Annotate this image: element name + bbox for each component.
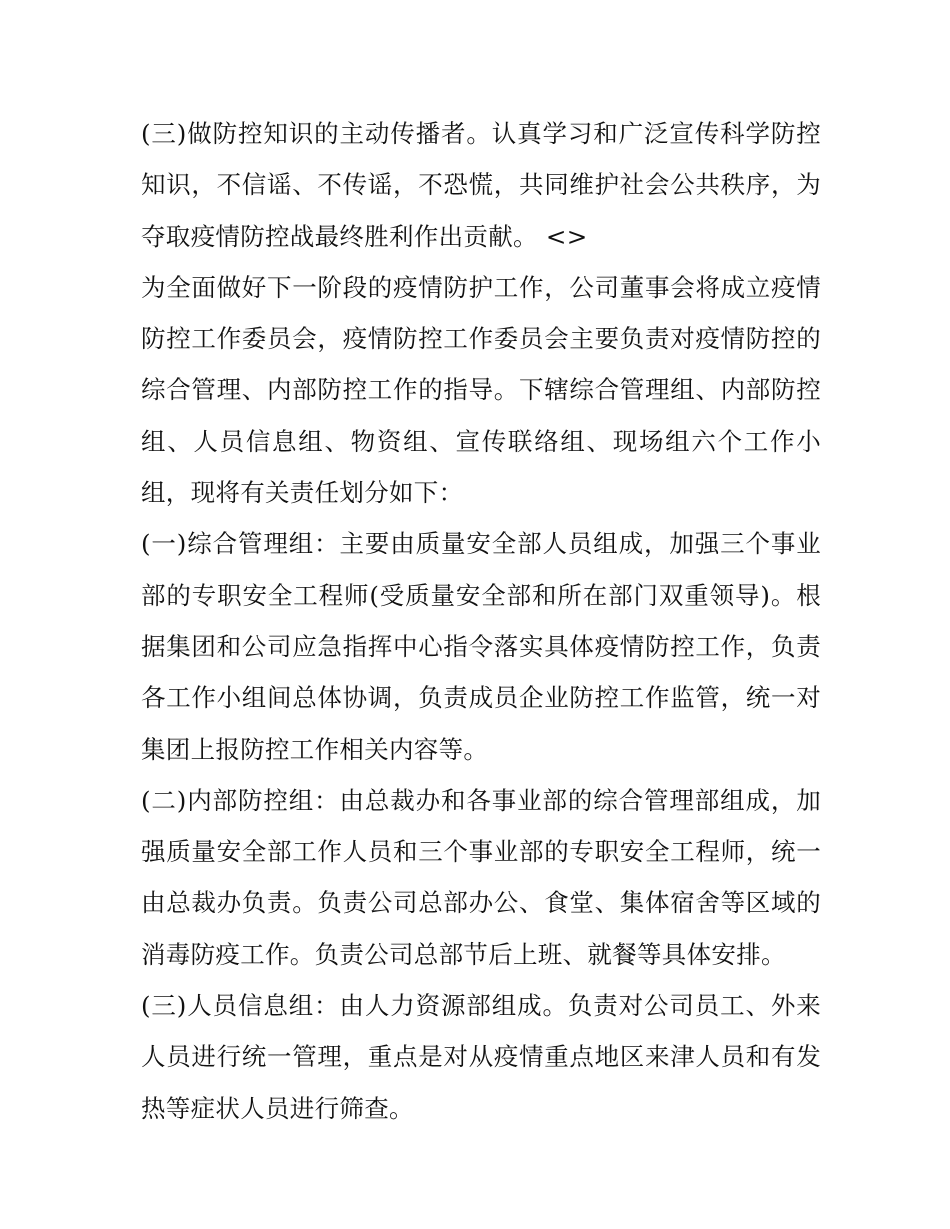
- paragraph-internal-prevention-group: (二)内部防控组：由总裁办和各事业部的综合管理部组成，加强质量安全部工作人员和三个事业部的专职安全工程师，统一由总裁办负责。负责公司总部办公、食堂、集体宿舍等区域的消毒防疫工作。负责公司总部节后上班、就餐等具体安排。: [141, 785, 821, 969]
- paragraph-personnel-info-group: (三)人员信息组：由人力资源部组成。负责对公司员工、外来人员进行统一管理，重点是对从疫情重点地区来津人员和有发热等症状人员进行筛查。: [141, 991, 821, 1123]
- paragraph-general-management-group: (一)综合管理组：主要由质量安全部人员组成，加强三个事业部的专职安全工程师(受质量安全部和所在部门双重领导)。根据集团和公司应急指挥中心指令落实具体疫情防控工作，负责各工作小组间总体协调，负责成员企业防控工作监管，统一对集团上报防控工作相关内容等。: [141, 529, 821, 764]
- paragraph-committee-intro: 为全面做好下一阶段的疫情防护工作，公司董事会将成立疫情防控工作委员会，疫情防控工作委员会主要负责对疫情防控的综合管理、内部防控工作的指导。下辖综合管理组、内部防控组、人员信息组、物资组、宣传联络组、现场组六个工作小组，现将有关责任划分如下：: [141, 272, 821, 508]
- paragraph-publicity-role: (三)做防控知识的主动传播者。认真学习和广泛宣传科学防控知识，不信谣、不传谣，不恐慌，共同维护社会公共秩序，为夺取疫情防控战最终胜利作出贡献。 <>: [141, 119, 821, 251]
- document-body: [141, 108, 821, 1134]
